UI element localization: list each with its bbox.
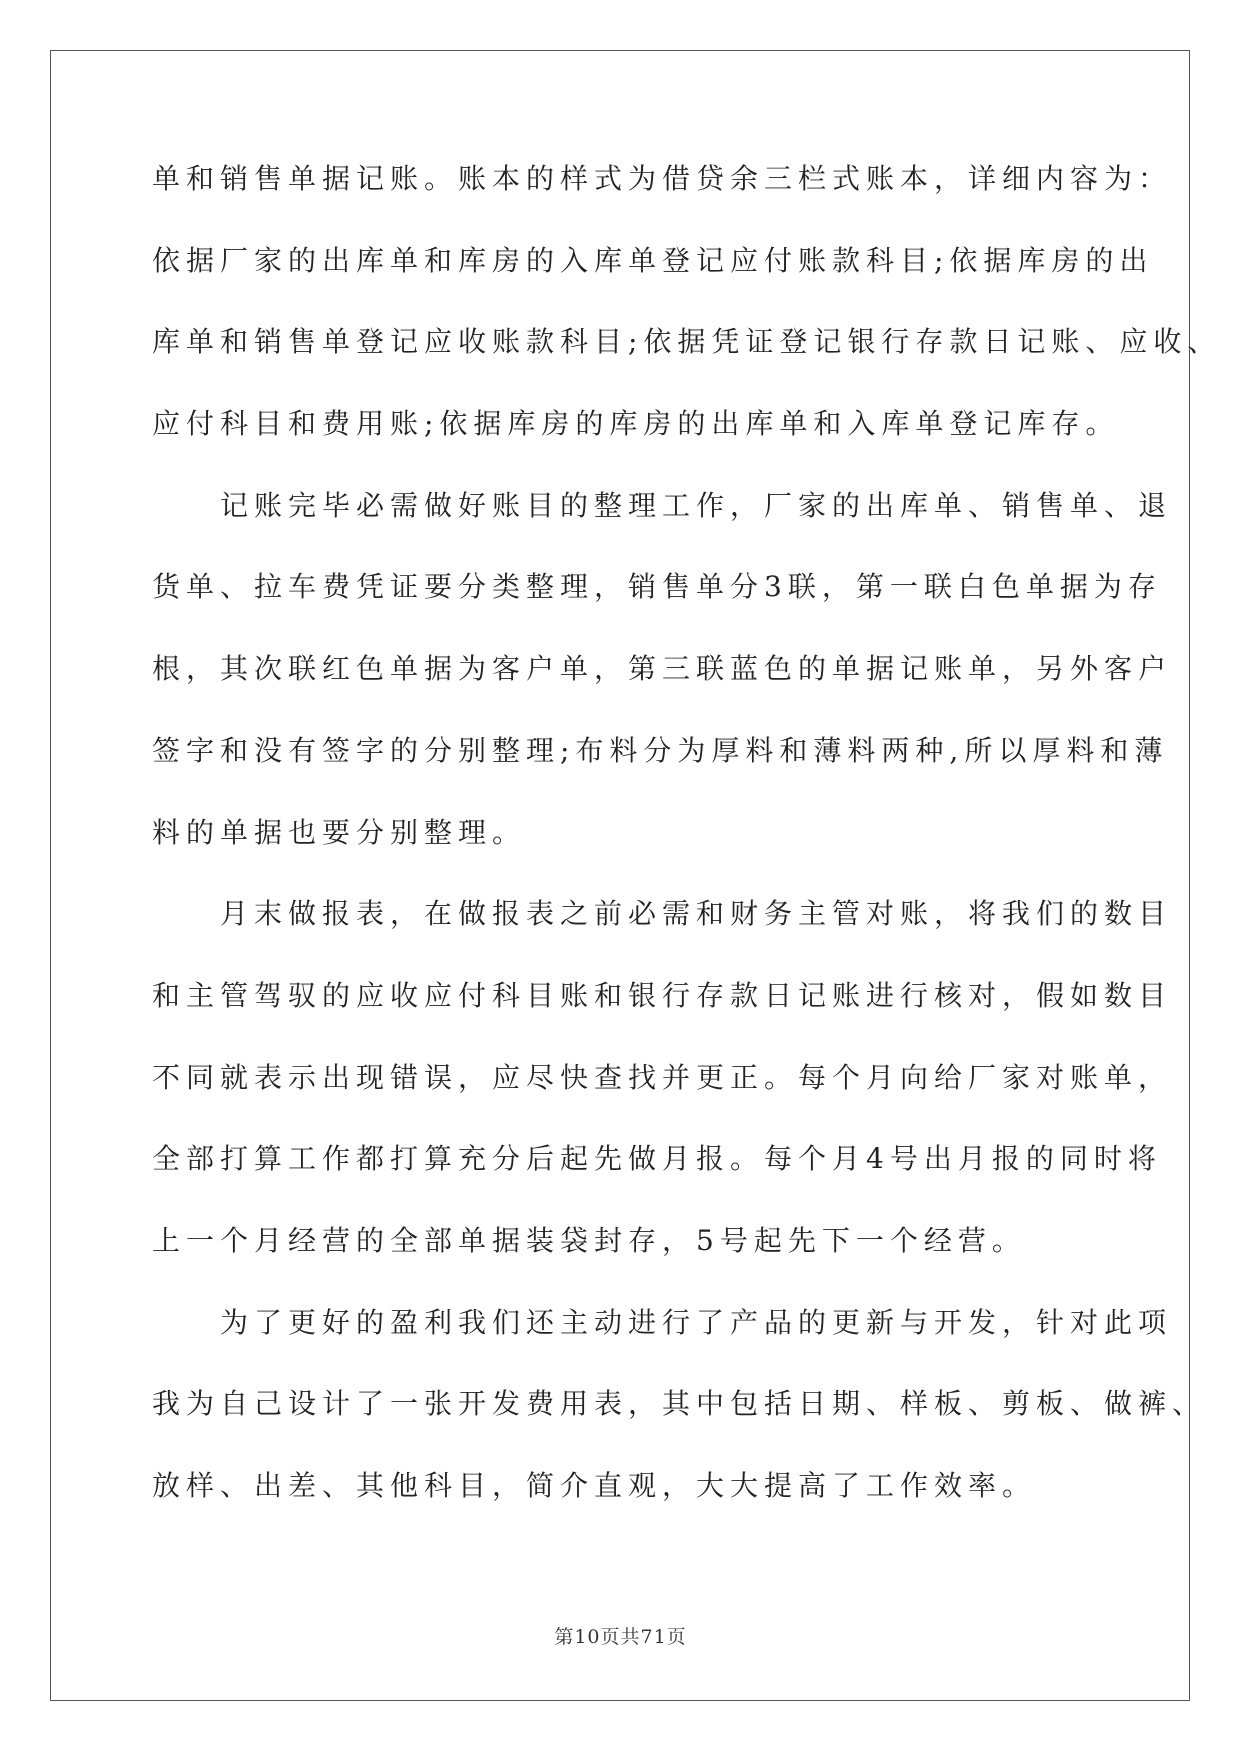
current-page-number: 第10页	[554, 1626, 621, 1648]
text-line: 料的单据也要分别整理。	[152, 815, 527, 849]
total-page-count: 共71页	[620, 1626, 687, 1648]
text-line: 和主管驾驭的应收应付科目账和银行存款日记账进行核对，假如数目	[152, 978, 1173, 1012]
text-line: 放样、出差、其他科目，简介直观，大大提高了工作效率。	[152, 1469, 1037, 1502]
text-line: 记账完毕必需做好账目的整理工作，厂家的出库单、销售单、退	[152, 488, 1173, 522]
text-line: 依据厂家的出库单和库房的入库单登记应付账款科目;依据库房的出	[152, 243, 1154, 277]
text-line: 单和销售单据记账。账本的样式为借贷余三栏式账本，详细内容为：	[152, 162, 1173, 195]
text-line: 上一个月经营的全部单据装袋封存，5号起先下一个经营。	[152, 1223, 1026, 1257]
text-line: 应付科目和费用账;依据库房的库房的出库单和入库单登记库存。	[152, 407, 1120, 441]
text-line: 我为自己设计了一张开发费用表，其中包括日期、样板、剪板、做裤、	[152, 1387, 1207, 1421]
body-text	[152, 150, 1222, 1539]
text-line: 全部打算工作都打算充分后起先做月报。每个月4号出月报的同时将	[152, 1142, 1162, 1176]
text-line: 不同就表示出现错误，应尽快查找并更正。每个月向给厂家对账单，	[152, 1060, 1173, 1094]
text-line: 根，其次联红色单据为客户单，第三联蓝色的单据记账单，另外客户	[152, 652, 1173, 686]
text-line: 签字和没有签字的分别整理;布料分为厚料和薄料两种,所以厚料和薄	[152, 733, 1169, 767]
text-line: 月末做报表，在做报表之前必需和财务主管对账，将我们的数目	[152, 897, 1173, 931]
text-line: 库单和销售单登记应收账款科目;依据凭证登记银行存款日记账、应收、	[152, 325, 1222, 359]
text-line: 为了更好的盈利我们还主动进行了产品的更新与开发，针对此项	[152, 1305, 1173, 1339]
page-footer	[0, 1622, 1241, 1649]
text-line: 货单、拉车费凭证要分类整理，销售单分3联，第一联白色单据为存	[152, 570, 1162, 604]
